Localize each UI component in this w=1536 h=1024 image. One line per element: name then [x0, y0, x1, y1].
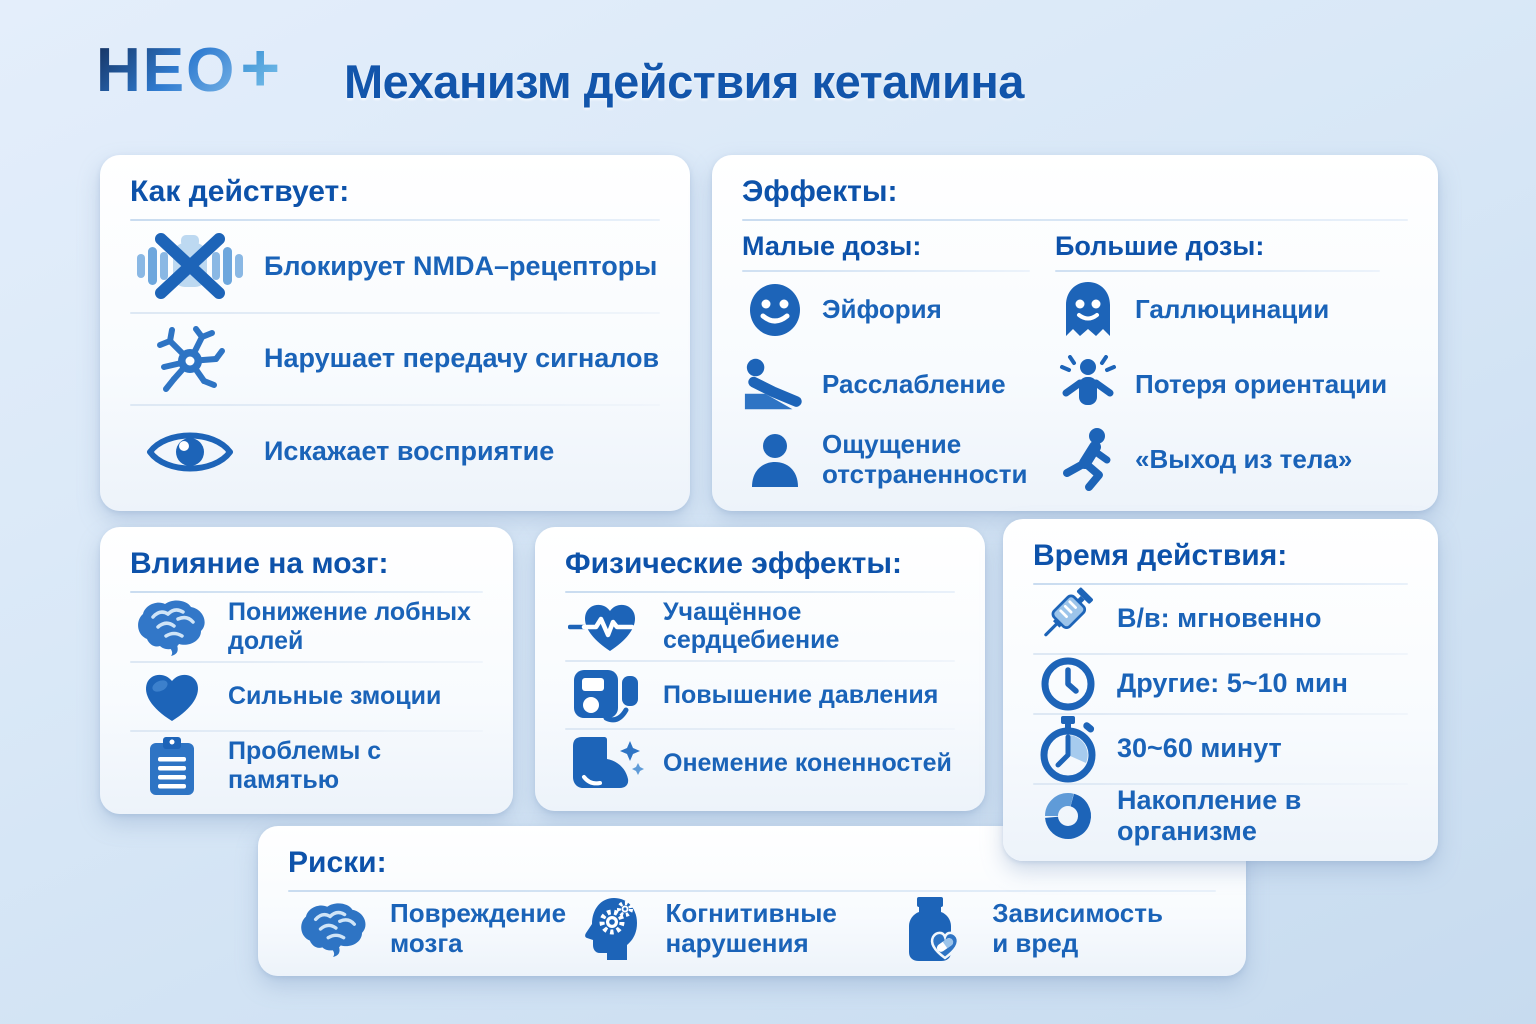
disoriented-person-icon [1055, 355, 1121, 415]
brain-icon [130, 598, 214, 656]
item-label: Эйфория [822, 293, 942, 324]
item-list [130, 221, 660, 497]
card-title: Как действует: [130, 175, 350, 208]
list-item [1033, 585, 1408, 653]
item-label: Когнитивные нарушения [665, 898, 837, 958]
item-label: Искажает восприятие [264, 436, 555, 467]
effects-columns [742, 221, 1408, 497]
item-label: Другие: 5~10 мин [1117, 668, 1348, 699]
list-item [565, 662, 955, 729]
item-label: 30~60 минут [1117, 733, 1282, 764]
list-item [565, 593, 955, 660]
floating-person-icon [1055, 427, 1121, 493]
eye-icon [130, 424, 250, 480]
item-label: Потеря ориентации [1135, 368, 1388, 399]
list-item [1033, 785, 1408, 847]
item-label: Сильные змоции [228, 682, 442, 711]
item-label: Расслабление [822, 368, 1006, 399]
item-list [1055, 272, 1408, 497]
list-item [130, 406, 660, 497]
clipboard-icon [130, 735, 214, 797]
relaxed-person-icon [742, 356, 808, 414]
list-item [130, 663, 483, 731]
column-subtitle: Малые дозы: [742, 231, 922, 261]
ghost-icon [1055, 279, 1121, 341]
item-label: Накопление в организме [1117, 784, 1302, 846]
item-label: Галлюцинации [1135, 293, 1330, 324]
item-label: Повышение давления [663, 680, 939, 709]
list-item [894, 896, 1176, 962]
card-title: Физические эффекты: [565, 547, 902, 580]
card-brain-impact [100, 527, 513, 814]
card-title: Эффекты: [742, 175, 898, 208]
list-item [1033, 715, 1408, 783]
card-title: Время действия: [1033, 539, 1288, 572]
logo-text: НЕО [96, 36, 237, 105]
card-physical-effects [535, 527, 985, 811]
item-label: Понижение лобных долей [228, 598, 471, 655]
list-item [130, 221, 660, 312]
item-list [130, 593, 483, 800]
item-label: Учащённое сердцебиение [663, 597, 840, 655]
list-item [292, 899, 568, 959]
list-item [130, 314, 660, 405]
card-title: Влияние на мозг: [130, 547, 389, 580]
card-duration [1003, 519, 1438, 861]
list-item [742, 422, 1055, 497]
item-label: Повреждение мозга [390, 898, 567, 958]
list-item [742, 272, 1055, 347]
blood-pressure-icon [565, 664, 649, 726]
large-doses-column [1055, 221, 1408, 497]
item-list [742, 272, 1055, 497]
logo-plus-icon: + [240, 30, 283, 106]
list-item [742, 347, 1055, 422]
card-how-it-works [100, 155, 690, 511]
pill-bottle-icon [894, 896, 978, 962]
item-label: Нарушает передачу сигналов [264, 343, 660, 374]
cognitive-head-gears-icon [568, 896, 652, 962]
page-title: Механизм действия кетамина [344, 55, 1024, 108]
item-label: Блокирует NMDA–рецепторы [264, 250, 658, 281]
brain-damage-icon [292, 901, 376, 957]
numb-foot-icon [565, 733, 649, 795]
list-item [1055, 422, 1408, 497]
stopwatch-icon [1033, 715, 1103, 783]
item-label: Ощущение отстраненности [822, 428, 1028, 489]
person-icon [742, 431, 808, 489]
item-list [1033, 585, 1408, 847]
item-label: В/в: мгновенно [1117, 603, 1322, 634]
clock-icon [1033, 656, 1103, 712]
item-list [565, 593, 955, 797]
heart-icon [130, 669, 214, 725]
column-subtitle: Большие дозы: [1055, 231, 1265, 261]
nmda-receptor-blocked-icon [130, 227, 250, 305]
list-item [565, 730, 955, 797]
item-label: Онемение коненностей [663, 749, 952, 778]
heartbeat-heart-icon [565, 597, 649, 655]
card-effects [712, 155, 1438, 511]
list-item [130, 593, 483, 661]
list-item [568, 896, 895, 962]
list-item [1033, 655, 1408, 713]
smiley-icon [742, 281, 808, 339]
list-item [1055, 272, 1408, 347]
item-list [288, 892, 1216, 966]
item-label: Проблемы с памятью [228, 737, 382, 795]
list-item [1055, 347, 1408, 422]
item-label: «Выход из тела» [1135, 443, 1353, 474]
donut-chart-icon [1033, 789, 1103, 843]
syringe-icon [1033, 585, 1103, 653]
item-label: Зависимость и вред [992, 898, 1163, 958]
small-doses-column [742, 221, 1055, 497]
neo-plus-logo [96, 30, 283, 106]
neuron-icon [130, 323, 250, 395]
list-item [130, 732, 483, 800]
card-title: Риски: [288, 846, 387, 879]
